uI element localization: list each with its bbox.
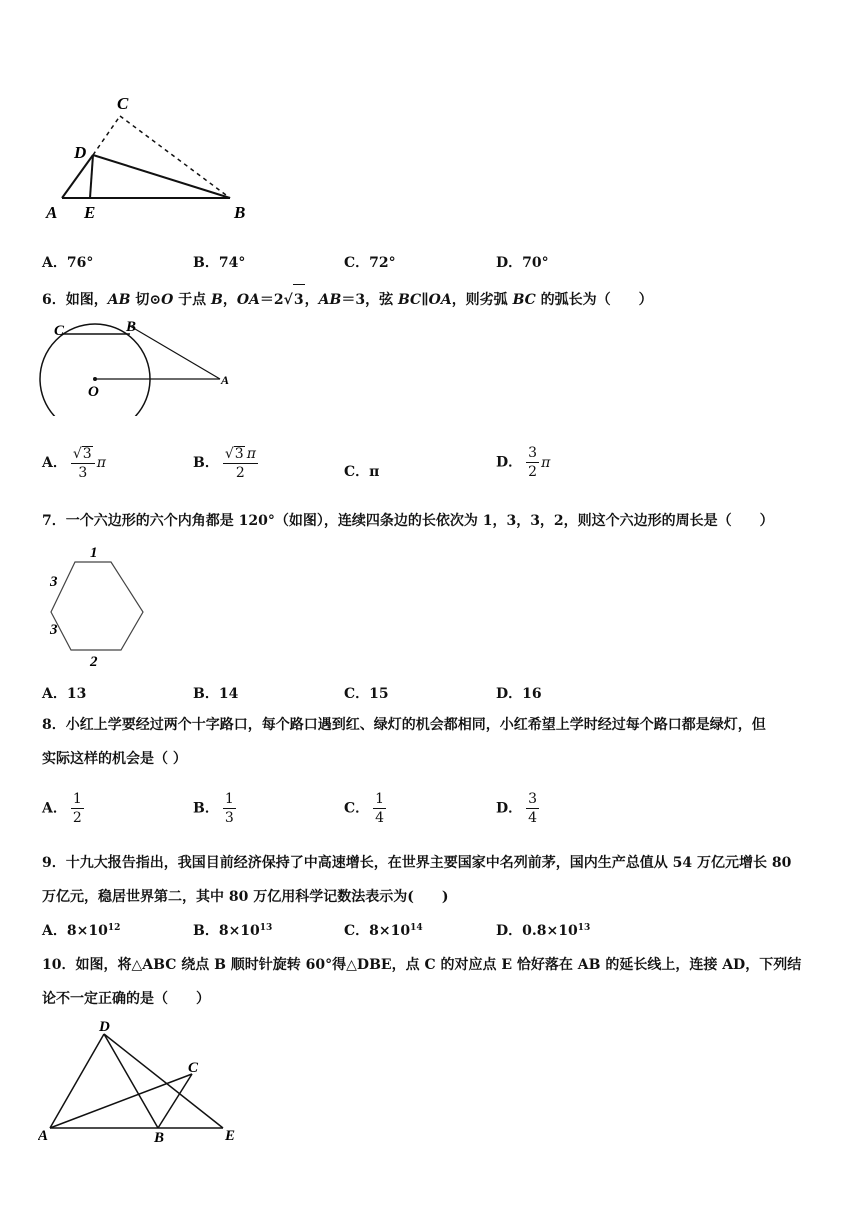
q9-d-exp: 13: [577, 923, 591, 933]
q6-text: 切⊙: [130, 292, 162, 308]
q5-label-D: D: [74, 143, 87, 162]
fraction: [373, 792, 386, 825]
q10-stem-line: 10．如图，将△ABC 绕点 B 顺时针旋转 60°得△DBE，点 C 的对应点 E 恰好落在 AB 的延长线上，连接 AD，下列结: [42, 957, 802, 973]
q7-stem: 7．一个六边形的六个内角都是 120°（如图），连续四条边的长依次为 1，3，3，2，则这个六边形的周长是（ ）: [42, 513, 774, 529]
q9-stem-line: 9．十九大报告指出，我国目前经济保持了中高速增长，在世界主要国家中名列前茅，国内生产总值从 54 万亿元增长 80: [42, 855, 792, 871]
q6-text: ∥: [421, 292, 429, 308]
q9-option-a[interactable]: [42, 920, 120, 940]
option-letter: B．: [193, 800, 219, 817]
q8-d-num: 3: [528, 791, 538, 807]
q6-text: BC: [397, 292, 422, 308]
q9-a-base: A．8×10: [42, 923, 108, 939]
q8-stem-line: 8．小红上学要经过两个十字路口，每个路口遇到红、绿灯的机会都相同，小红希望上学时经过每个路口都是绿灯，但: [42, 717, 766, 733]
q6-text: AB: [107, 292, 131, 308]
q9-c-base: C．8×10: [344, 923, 411, 939]
option-letter: C．: [344, 800, 370, 817]
q9-a-exp: 12: [107, 923, 121, 933]
q7-label-upper-left: 3: [50, 574, 58, 590]
q6-figure: [38, 316, 238, 416]
q5-label-B: B: [234, 203, 246, 222]
q6-text: B: [211, 292, 223, 308]
q6-label-C: C: [54, 323, 65, 339]
q10-stem: [42, 950, 842, 1014]
q8-a-num: 1: [72, 791, 82, 807]
q8-b-num: 1: [224, 791, 234, 807]
option-letter: D．: [496, 800, 523, 817]
q6-text: ＝2: [259, 292, 284, 308]
q6-b-pi: π: [246, 446, 256, 462]
q6-b-den: 2: [235, 465, 245, 481]
sqrt-symbol: √ 3: [284, 284, 305, 315]
q6-text: 的弧长为（ ）: [535, 292, 653, 308]
q6-option-b[interactable]: [193, 446, 258, 480]
q6-label-B: B: [126, 319, 137, 335]
fraction: [71, 792, 84, 825]
q6-a-pi: π: [96, 455, 106, 471]
q8-option-d[interactable]: [496, 792, 539, 825]
sqrt-symbol: √ 3: [72, 446, 92, 462]
q9-stem-line: 万亿元，稳居世界第二，其中 80 万亿用科学记数法表示为( ): [42, 889, 449, 905]
option-letter: A．: [42, 455, 67, 471]
q8-c-num: 1: [375, 791, 385, 807]
q8-d-den: 4: [528, 810, 538, 826]
q6-text: 6．如图，: [42, 292, 108, 308]
q10-figure: [38, 1016, 248, 1148]
q5-option-c[interactable]: C．72°: [344, 255, 396, 271]
q7-label-top: 1: [90, 545, 98, 561]
fraction: [223, 446, 258, 480]
q7-label-lower-left: 3: [50, 622, 58, 638]
q9-b-exp: 13: [259, 923, 273, 933]
q7-option-a[interactable]: A．13: [42, 686, 87, 702]
q6-text: ，则劣弧: [451, 292, 513, 308]
q5-label-E: E: [84, 203, 96, 222]
q6-text: AB: [318, 292, 342, 308]
q6-d-pi: π: [541, 454, 551, 471]
q6-text: BC: [512, 292, 536, 308]
q8-c-den: 4: [375, 810, 385, 826]
q10-label-E: E: [225, 1128, 236, 1144]
q6-label-O: O: [88, 384, 99, 400]
q7-label-bottom: 2: [90, 654, 98, 670]
q6-a-num: 3: [82, 446, 92, 462]
q8-option-b[interactable]: [193, 792, 236, 825]
q6-stem: [42, 284, 842, 315]
q10-label-D: D: [99, 1019, 110, 1035]
fraction: [71, 446, 95, 480]
q6-label-A: A: [221, 373, 230, 387]
q7-option-c[interactable]: C．15: [344, 686, 389, 702]
q6-b-num: 3: [234, 446, 244, 462]
q6-text: ＝3，弦: [341, 292, 398, 308]
q6-text: 于点: [173, 292, 212, 308]
q7-figure: [38, 540, 148, 670]
q6-text: 3: [293, 284, 305, 315]
q8-a-den: 2: [72, 810, 82, 826]
q6-text: OA: [236, 292, 260, 308]
q10-label-A: A: [38, 1128, 49, 1144]
fraction: [526, 446, 539, 479]
sqrt-symbol: √ 3: [224, 446, 244, 462]
q8-option-a[interactable]: [42, 792, 84, 825]
q9-option-d[interactable]: [496, 920, 590, 940]
q8-stem-line: 实际这样的机会是（ ）: [42, 751, 187, 767]
q8-b-den: 3: [224, 810, 234, 826]
q9-c-exp: 14: [410, 923, 423, 933]
q5-option-d[interactable]: D．70°: [496, 255, 549, 271]
q5-label-A: A: [46, 203, 58, 222]
option-letter: C．: [344, 464, 370, 480]
q7-option-d[interactable]: D．16: [496, 686, 542, 702]
q5-figure: [40, 90, 270, 230]
q9-stem: [42, 848, 842, 912]
q9-b-base: B．8×10: [193, 923, 260, 939]
q6-option-d[interactable]: [496, 446, 550, 479]
option-letter: A．: [42, 800, 67, 817]
q9-option-b[interactable]: [193, 920, 272, 940]
q6-c-value: π: [369, 464, 380, 480]
q9-option-c[interactable]: [344, 920, 423, 940]
q10-label-B: B: [154, 1130, 165, 1146]
q6-d-den: 2: [528, 464, 538, 480]
q6-text: OA: [428, 292, 452, 308]
q6-text: O: [161, 292, 174, 308]
q6-text: ，: [304, 292, 319, 308]
q5-option-b[interactable]: B．74°: [193, 255, 246, 271]
q7-option-b[interactable]: B．14: [193, 686, 239, 702]
q6-option-a[interactable]: [42, 446, 106, 480]
q8-stem: [42, 710, 842, 774]
fraction: [526, 792, 539, 825]
q10-label-C: C: [188, 1060, 199, 1076]
q6-option-c[interactable]: [344, 461, 379, 481]
q5-label-C: C: [117, 94, 129, 113]
q8-option-c[interactable]: [344, 792, 386, 825]
q6-a-den: 3: [78, 465, 88, 481]
option-letter: D．: [496, 454, 523, 471]
q10-stem-line: 论不一定正确的是（ ）: [42, 991, 210, 1007]
q5-option-a[interactable]: A．76°: [42, 255, 94, 271]
option-letter: B．: [193, 455, 219, 471]
fraction: [223, 792, 236, 825]
q9-d-base: D．0.8×10: [496, 923, 578, 939]
q6-d-num: 3: [528, 445, 538, 461]
q6-text: ，: [222, 292, 237, 308]
